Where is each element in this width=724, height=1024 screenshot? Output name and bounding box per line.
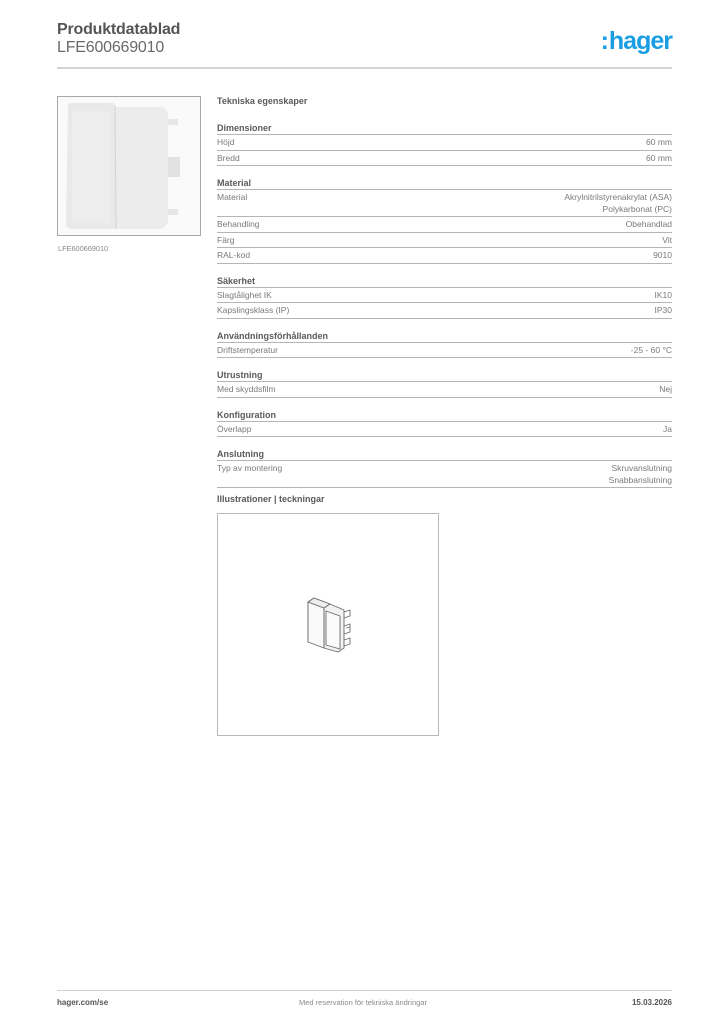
spec-value: IK10 [654, 289, 672, 300]
group-title: Konfiguration [217, 409, 672, 422]
group-title: Material [217, 177, 672, 190]
spec-value-line: Snabbanslutning [608, 474, 672, 485]
spec-value-line: Skruvanslutning [611, 463, 672, 473]
spec-label: Behandling [217, 219, 260, 229]
logo-text: hager [608, 27, 672, 55]
spec-group-operating-conditions [217, 330, 672, 359]
spec-value [564, 192, 672, 215]
document-title: Produktdatablad [57, 21, 181, 38]
header-divider [57, 67, 672, 69]
illustrations-title: Illustrationer | teckningar [217, 494, 325, 504]
spec-row [217, 422, 672, 438]
spec-value: Nej [659, 384, 672, 394]
spec-label: Med skyddsfilm [217, 384, 276, 394]
spec-label: Typ av montering [217, 463, 283, 473]
group-title: Utrustning [217, 369, 672, 382]
spec-label: Slagtålighet IK [217, 289, 272, 300]
technical-specs [217, 96, 672, 499]
page-header [57, 21, 672, 69]
footer-disclaimer: Med reservation för tekniska ändringar [299, 998, 427, 1007]
footer-date: 15.03.2026 [631, 998, 672, 1007]
product-photo [57, 96, 201, 236]
spec-row [217, 461, 672, 488]
spec-group-connection [217, 448, 672, 488]
spec-row [217, 190, 672, 217]
article-number: LFE600669010 [57, 39, 165, 56]
spec-label: Överlapp [217, 423, 252, 434]
spec-value: 9010 [653, 250, 672, 260]
spec-value [609, 463, 672, 486]
spec-row [217, 151, 672, 167]
group-title: Anslutning [217, 448, 672, 461]
spec-row [217, 217, 672, 233]
spec-row [217, 248, 672, 264]
spec-value-line: Polykarbonat (PC) [602, 203, 672, 214]
spec-row [217, 288, 672, 304]
group-title: Användningsförhållanden [217, 330, 672, 343]
hager-logo [601, 27, 672, 56]
spec-label: Driftstemperatur [217, 344, 278, 355]
product-photo-icon [58, 97, 201, 236]
spec-row [217, 135, 672, 151]
spec-label: Färg [217, 234, 235, 245]
line-drawing-icon [304, 594, 364, 654]
spec-value: 60 mm [646, 152, 672, 163]
spec-value: -25 - 60 °C [630, 344, 672, 355]
group-title: Säkerhet [217, 275, 672, 288]
spec-label: Material [217, 192, 248, 202]
spec-group-dimensions [217, 122, 672, 166]
spec-group-configuration [217, 409, 672, 438]
spec-label: Kapslingsklass (IP) [217, 305, 290, 315]
group-title: Dimensioner [217, 122, 672, 135]
spec-row [217, 343, 672, 359]
illustration-frame [217, 513, 439, 736]
footer-divider [57, 990, 672, 991]
spec-label: RAL-kod [217, 250, 251, 260]
spec-value-line: Akrylnitrilstyrenakrylat (ASA) [564, 192, 672, 202]
spec-value: Obehandlad [625, 219, 672, 229]
product-image-caption: LFE600669010 [58, 244, 109, 253]
logo-prefix: : [600, 27, 609, 55]
spec-row [217, 233, 672, 249]
spec-value: 60 mm [646, 137, 672, 147]
spec-label: Bredd [217, 152, 240, 163]
spec-row [217, 382, 672, 398]
spec-label: Höjd [217, 137, 235, 147]
spec-value: Ja [663, 423, 672, 434]
spec-group-equipment [217, 369, 672, 398]
specs-title: Tekniska egenskaper [217, 96, 308, 106]
spec-value: Vit [662, 234, 672, 245]
spec-group-safety [217, 275, 672, 319]
spec-value: IP30 [654, 305, 672, 315]
website-link[interactable]: hager.com/se [57, 998, 109, 1007]
spec-row [217, 303, 672, 319]
spec-group-material [217, 177, 672, 264]
